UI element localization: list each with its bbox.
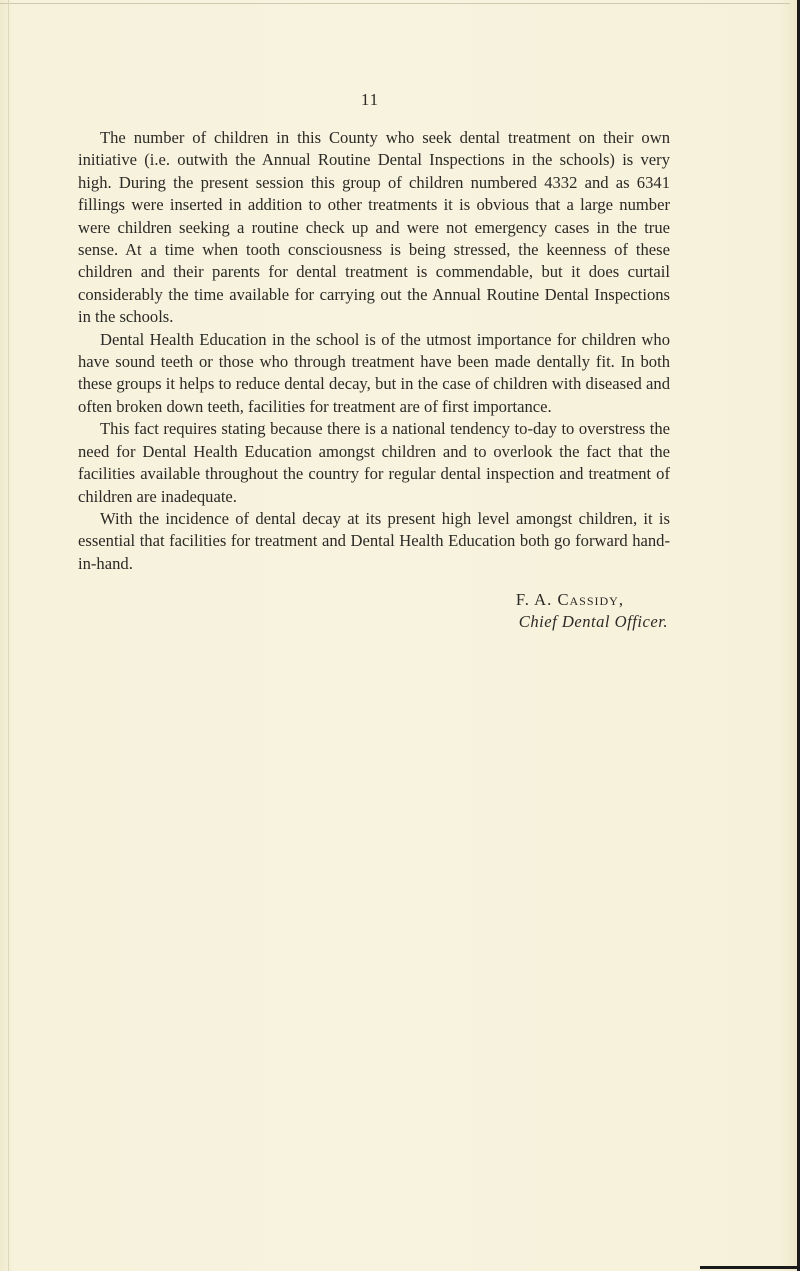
paragraph-1: The number of children in this County who seek dental treatment on their own initiative (i.e. outwith the Annual Routine Dental Inspections in the schools) is very high. During the present session this group of children numbered 4332 and as 6341 fillings were inserted in addition to other treatments it is obvious that a large number were children seeking a routine check up and were not emergency cases in the true sense. At a time when tooth consciousness is being stressed, the keenness of these children and their parents for dental treatment is commendable, but it does curtail considerably the time available for carrying out the Annual Routine Dental Inspections in the schools. [78, 128, 670, 327]
signatory-initials: F. A. [515, 590, 553, 609]
paragraph-4: With the incidence of dental decay at its present high level amongst children, it is essential that facilities for treatment and Dental Health Education both go forward hand-in-hand. [78, 508, 670, 573]
body-text [78, 127, 670, 575]
bottom-page-edge [700, 1266, 800, 1269]
signatory-name [0, 589, 668, 611]
left-page-edge [8, 0, 9, 1271]
signatory-title: Chief Dental Officer. [518, 612, 668, 632]
signature-block [0, 589, 668, 634]
paragraph-3: This fact requires stating because there is a national tendency to-day to overstress the need for Dental Health Education amongst children and to overlook the fact that the facilities available throughout the country for regular dental inspection and treatment of children are inadequate. [78, 419, 670, 506]
signatory-surname: Cassidy, [557, 590, 624, 609]
top-page-edge [0, 3, 790, 4]
paragraph-2: Dental Health Education in the school is of the utmost importance for children who have sound teeth or those who through treatment have been made dentally fit. In both these groups it helps to reduce dental decay, but in the case of children with diseased and often broken down teeth, facilities for treatment are of first importance. [78, 329, 670, 416]
page-number: 11 [360, 90, 380, 109]
